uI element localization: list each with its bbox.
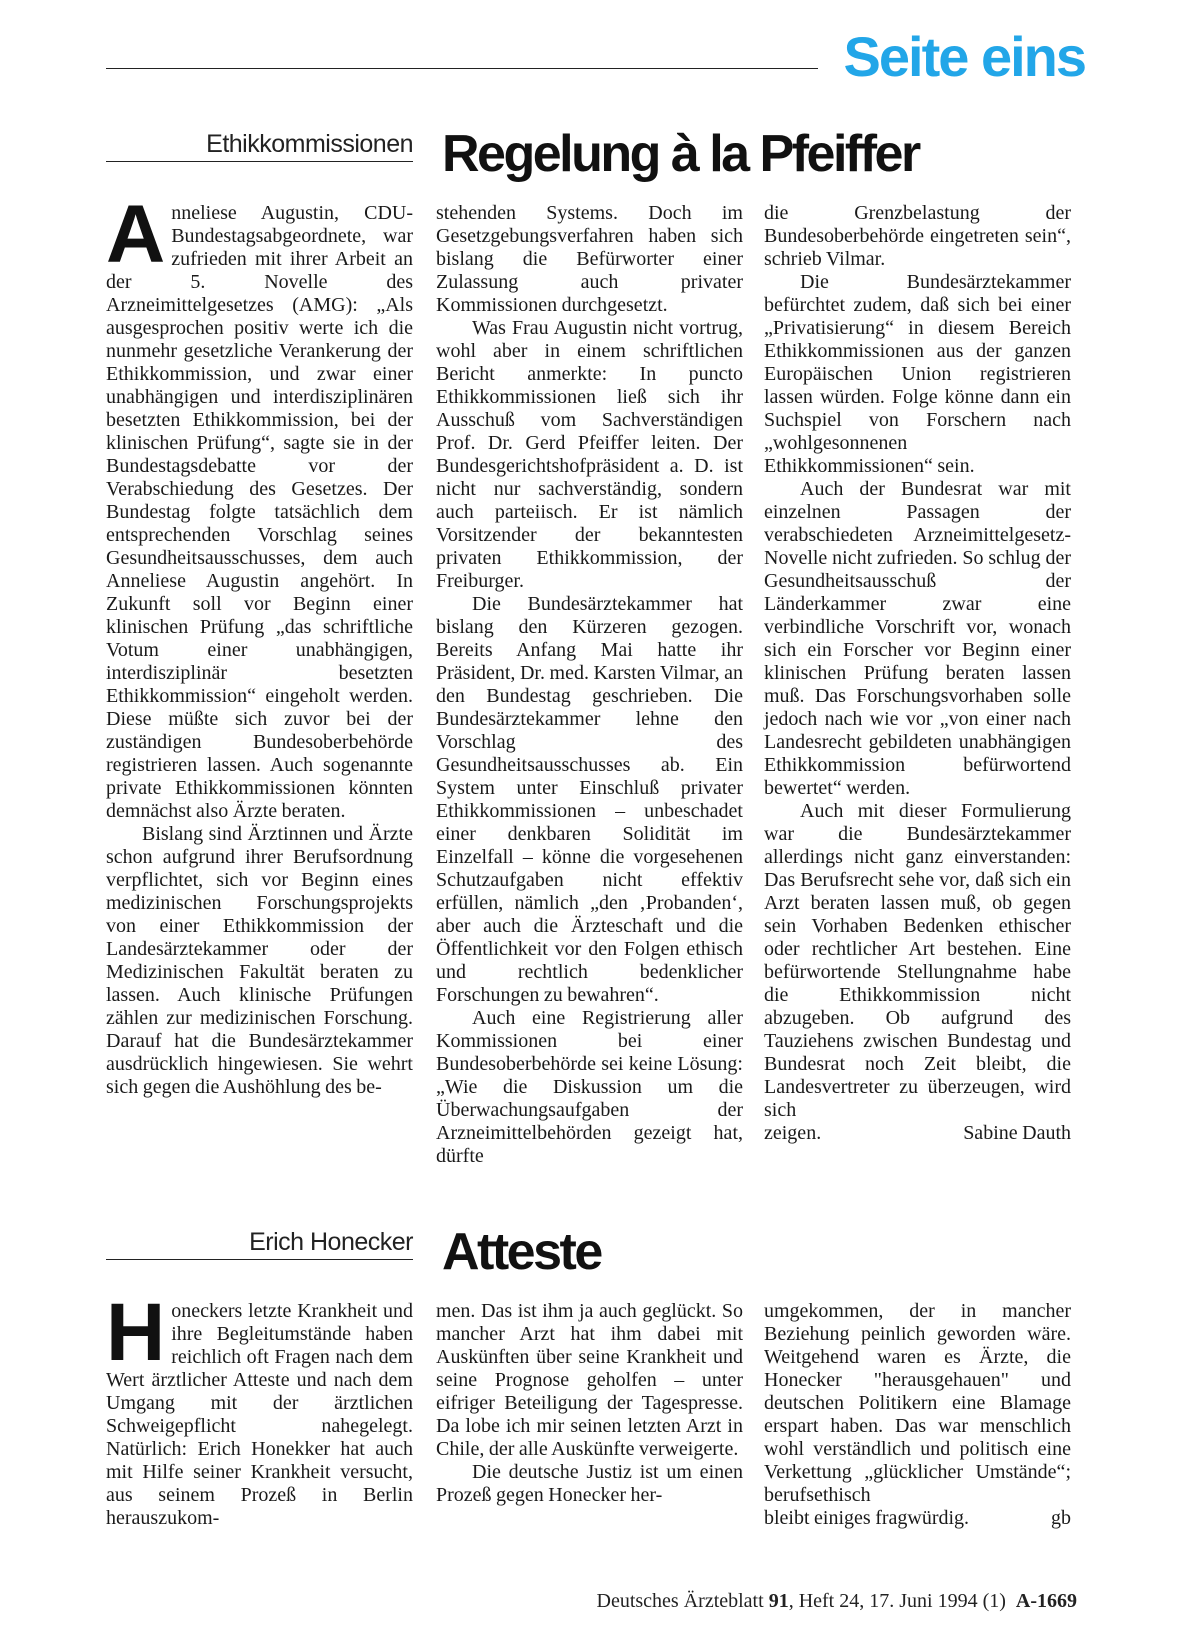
article-kicker: Erich Honecker: [106, 1228, 413, 1260]
column-2: [436, 202, 743, 1168]
paragraph: [106, 189, 413, 823]
closing-text: bleibt einiges fragwürdig.: [764, 1507, 970, 1529]
header-rule: [106, 68, 818, 69]
paragraph: Auch der Bundesrat war mit einzelnen Passagen der verabschiedeten Arzneimittelgesetz-Novelle nicht zufrieden. So schlug der Gesundheitsausschuß der Länderkammer zwar eine verbindliche Vorschrift vor, wonach sich ein Forscher vor Beginn einer klinischen Prüfung beraten lassen muß. Das Forschungsvorhaben solle jedoch nach wie vor „von einer nach Landesrecht gebildeten unabhängigen Ethikkommission befürwortend bewertet“ werden.: [764, 478, 1071, 799]
article-kicker: Ethikkommissionen: [106, 130, 413, 162]
column-1: [106, 189, 413, 1099]
article-headline: Regelung à la Pfeiffer: [442, 125, 919, 183]
paragraph: Was Frau Augustin nicht vortrug, wohl aber in einem schriftlichen Bericht anmerkte: In puncto Ethikkommissionen ließ sich ihr Ausschuß vom Sachverständigen Prof. Dr. Gerd Pfeiffer leiten. Der Bundesgerichtshofpräsident a. D. ist nicht nur sachverständig, sondern auch parteiisch. Er ist nämlich Vorsitzender der bekanntesten privaten Ethikkommission, der Freiburger.: [436, 317, 743, 592]
paragraph: Die deutsche Justiz ist um einen Prozeß gegen Honecker her-: [436, 1461, 743, 1506]
signature-line: [764, 1122, 1071, 1145]
paragraph: Bislang sind Ärztinnen und Ärzte schon aufgrund ihrer Berufsordnung verpflichtet, sich vor Beginn eines medizinischen Forschungsprojekts von einer Ethikkommission der Landesärztekammer oder der Medizinischen Fakultät beraten zu lassen. Auch klinische Prüfungen zählen zur medizinischen Forschung. Darauf hat die Bundesärztekammer ausdrücklich hingewiesen. Sie wehrt sich gegen die Aushöhlung des be-: [106, 823, 413, 1098]
page-header: [0, 0, 1181, 110]
column-3: [764, 202, 1071, 1145]
drop-cap: H: [106, 1287, 166, 1378]
closing-text: zeigen.: [764, 1122, 822, 1144]
column-3: [764, 1300, 1071, 1530]
column-1: [106, 1287, 413, 1530]
page-footer: [597, 1590, 1077, 1613]
issue-date: , Heft 24, 17. Juni 1994 (1): [788, 1590, 1006, 1612]
paragraph: umgekommen, der in mancher Beziehung peinlich geworden wäre. Weitgehend waren es Ärzte, die Honecker "herausgehauen" und deutschen Politikern eine Blamage erspart haben. Das war menschlich wohl verständlich und politisch eine Verkettung „glücklicher Umstände“; berufsethisch: [764, 1300, 1071, 1506]
paragraph: Auch eine Registrierung aller Kommissionen bei einer Bundesoberbehörde sei keine Lösung: „Wie die Diskussion um die Überwachungsaufgaben der Arzneimittelbehörden gezeigt hat, dürfte: [436, 1007, 743, 1167]
paragraph-text: oneckers letzte Krankheit und ihre Begleitumstände haben reichlich oft Fragen nach dem Wert ärztlicher Atteste und nach dem Umgang mit der ärztlichen Schweigepflicht nahegelegt. Natürlich: Erich Honekker hat auch mit Hilfe seiner Krankheit versucht, aus seinem Prozeß in Berlin herauszukom-: [106, 1300, 413, 1529]
author-name: Sabine Dauth: [963, 1122, 1071, 1144]
paragraph: Auch mit dieser Formulierung war die Bundesärztekammer allerdings nicht ganz einverstanden: Das Berufsrecht sehe vor, daß sich ein Arzt beraten lassen muß, ob gegen sein Vorhaben Bedenken ethischer oder rechtlicher Art bestehen. Eine befürwortende Stellungnahme habe die Ethikkommission nicht abzugeben. Ob aufgrund des Tauziehens zwischen Bundestag und Bundesrat noch Zeit bleibt, die Landesvertreter zu überzeugen, wird sich: [764, 800, 1071, 1121]
page-number: A-1669: [1015, 1590, 1077, 1612]
paragraph: Die Bundesärztekammer befürchtet zudem, daß sich bei einer „Privatisierung“ in diesem Bereich Ethikkommissionen aus der ganzen Europäischen Union registrieren lassen würden. Folge könne dann ein Suchspiel von Forschern nach „wohlgesonnenen Ethikkommissionen“ sein.: [764, 271, 1071, 477]
drop-cap: A: [106, 189, 166, 280]
paragraph: men. Das ist ihm ja auch geglückt. So mancher Arzt hat ihm dabei mit Auskünften über seine Krankheit und seine Prognose geholfen – unter eifriger Beteiligung der Tagespresse. Da lobe ich mir seinen letzten Arzt in Chile, der alle Auskünfte verweigerte.: [436, 1300, 743, 1460]
article-headline: Atteste: [442, 1223, 601, 1281]
paragraph-text: nneliese Augustin, CDU-Bundestagsabgeordnete, war zufrieden mit ihrer Arbeit an der 5. Novelle des Arzneimittelgesetzes (AMG): „Als ausgesprochen positiv werte ich die nunmehr gesetzliche Verankerung der Ethikkommission, und zwar einer unabhängigen und interdisziplinären besetzten Ethikkommission, bei der klinischen Prüfung“, sagte sie in der Bundestagsdebatte vor der Verabschiedung des Gesetzes. Der Bundestag folgte tatsächlich dem entsprechenden Vorschlag seines Gesundheitsausschusses, dem auch Anneliese Augustin angehört. In Zukunft soll vor Beginn einer klinischen Prüfung „das schriftliche Votum einer unabhängigen, interdisziplinär besetzten Ethikkommission“ eingeholt werden. Diese müßte sich zuvor bei der zuständigen Bundesoberbehörde registrieren lassen. Auch sogenannte private Ethikkommissionen könnten demnächst also Ärzte beraten.: [106, 202, 413, 822]
paragraph: Die Bundesärztekammer hat bislang den Kürzeren gezogen. Bereits Anfang Mai hatte ihr Präsident, Dr. med. Karsten Vilmar, an den Bundestag geschrieben. Die Bundesärztekammer lehne den Vorschlag des Gesundheitsausschusses ab. Ein System unter Einschluß privater Ethikkommissionen – unbeschadet einer denkbaren Solidität im Einzelfall – könne die vorgesehenen Schutzaufgaben nicht effektiv erfüllen, nämlich „den ‚Probanden‘, aber auch die Ärzteschaft und die Öffentlichkeit vor den Folgen ethisch und rechtlich bedenklicher Forschungen zu bewahren“.: [436, 593, 743, 1006]
paragraph: [106, 1287, 413, 1530]
volume-number: 91: [768, 1590, 789, 1612]
paragraph: stehenden Systems. Doch im Gesetzgebungsverfahren haben sich bislang die Befürworter einer Zulassung auch privater Kommissionen durchgesetzt.: [436, 202, 743, 316]
journal-name: Deutsches Ärzteblatt: [596, 1590, 764, 1612]
signature-line: [764, 1507, 1071, 1530]
section-title: Seite eins: [843, 25, 1085, 88]
paragraph: die Grenzbelastung der Bundesoberbehörde eingetreten sein“, schrieb Vilmar.: [764, 202, 1071, 270]
column-2: [436, 1300, 743, 1507]
author-initials: gb: [1051, 1507, 1071, 1529]
